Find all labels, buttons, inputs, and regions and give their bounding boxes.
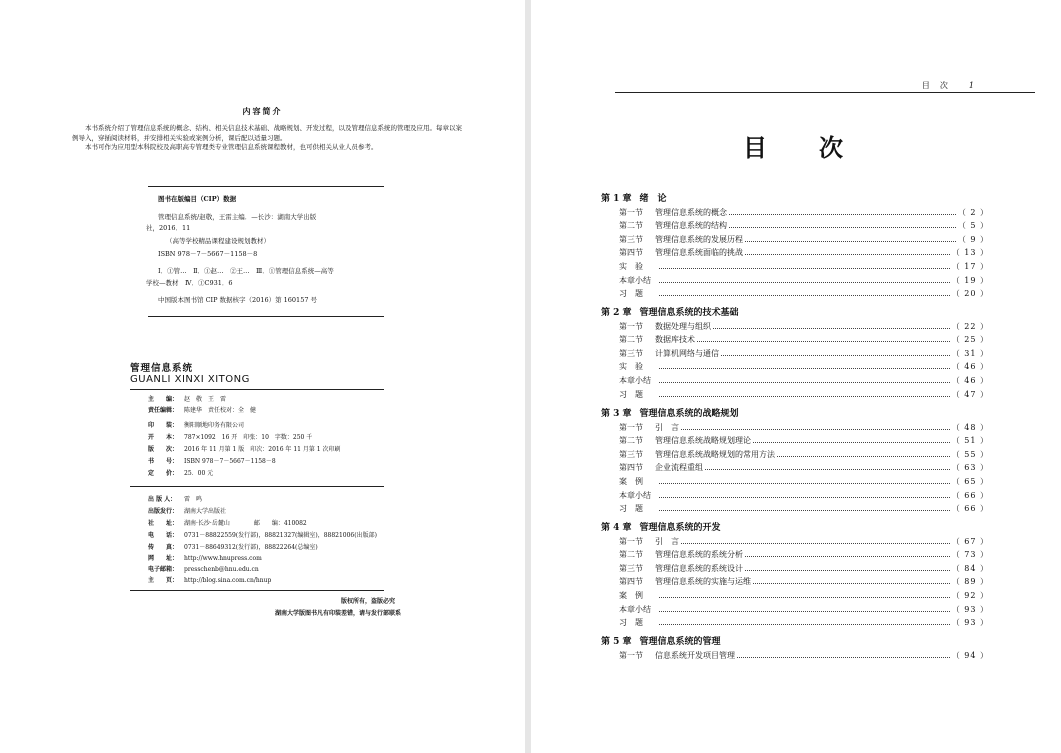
title-rule: [130, 389, 384, 390]
toc-entry-page: （ 13 ）: [951, 248, 989, 258]
toc-entry[interactable]: [619, 549, 989, 561]
toc-entry-section: 第二节: [619, 221, 643, 231]
toc-entry-page: （ 51 ）: [951, 436, 989, 446]
book-title: 管理信息系统: [130, 363, 194, 374]
toc-entry-page: （ 73 ）: [951, 550, 989, 560]
toc-leader-dots: [745, 570, 950, 571]
toc-entry-title: 管理信息系统战略规划的常用方法: [655, 449, 775, 459]
toc-leader-dots: [659, 624, 950, 625]
credit-isbn: 书 号： ISBN 978－7－5667－1158－8: [148, 458, 276, 465]
publisher-homepage: 主 页： http://blog.sina.com.cn/hnup: [148, 577, 272, 584]
toc-entry-section: 第二节: [619, 550, 643, 560]
publisher-email: 电子邮箱： presschenb@hnu.edu.cn: [148, 566, 259, 573]
toc-leader-dots: [721, 355, 950, 356]
toc-entry-page: （ 31 ）: [951, 348, 989, 358]
toc-entry-section: 案 例: [619, 476, 643, 486]
credit-editors: 主 编： 赵 敬 王 雷: [148, 396, 227, 403]
rights-notice: 版权所有，盗版必究: [340, 598, 395, 605]
cip-isbn: ISBN 978－7－5667－1158－8: [158, 250, 258, 258]
toc-entry-title: 管理信息系统面临的挑战: [655, 248, 743, 258]
toc-entry-title: 管理信息系统的系统设计: [655, 563, 743, 573]
toc-entry-section: 实 验: [619, 362, 643, 372]
toc-entry-page: （ 67 ）: [951, 536, 989, 546]
toc-entry-section: 本章小结: [619, 490, 651, 500]
toc-entry-section: 第一节: [619, 650, 643, 660]
toc-entry-section: 第三节: [619, 449, 643, 459]
toc-leader-dots: [745, 241, 956, 242]
cip-line: 学校—教材 Ⅳ．①C931．6: [146, 279, 233, 287]
cip-line: （高等学校精品课程建设规划教材）: [166, 237, 270, 245]
toc-entry[interactable]: [619, 604, 989, 616]
cip-number: 中国版本图书馆 CIP 数据核字（2016）第 160157 号: [158, 296, 318, 304]
running-head: 目 次 1: [921, 81, 975, 90]
toc-entry[interactable]: [619, 261, 989, 273]
quality-notice: 湖南大学版图书凡有印装差错，请与发行部联系: [274, 610, 401, 617]
credit-responsible-editor: 责任编辑： 陈建华 责任校对：全 健: [148, 407, 257, 414]
table-of-contents-page: [531, 0, 1061, 753]
toc-leader-dots: [659, 268, 950, 269]
toc-entry-page: （ 20 ）: [951, 289, 989, 299]
toc-leader-dots: [659, 282, 950, 283]
toc-entry-page: （ 9 ）: [957, 234, 989, 244]
toc-leader-dots: [737, 657, 950, 658]
toc-entry-title: 管理信息系统的概念: [655, 207, 727, 217]
toc-leader-dots: [659, 382, 950, 383]
toc-entry[interactable]: [619, 536, 989, 548]
toc-entry-title: 管理信息系统的系统分析: [655, 550, 743, 560]
toc-entry-section: 第三节: [619, 234, 643, 244]
cip-line: Ⅰ．①管… Ⅱ．①赵… ②王… Ⅲ．①管理信息系统—高等: [158, 267, 334, 275]
toc-entry[interactable]: [619, 247, 989, 259]
toc-leader-dots: [659, 483, 950, 484]
toc-entry-section: 第三节: [619, 563, 643, 573]
toc-entry-section: 第四节: [619, 248, 643, 258]
toc-entry-page: （ 84 ）: [951, 563, 989, 573]
cip-header: 图书在版编目（CIP）数据: [158, 195, 237, 203]
toc-entry-section: 本章小结: [619, 275, 651, 285]
toc-leader-dots: [753, 442, 950, 443]
credit-price: 定 价： 25．00 元: [148, 470, 214, 477]
toc-title: 目 次: [743, 133, 857, 162]
toc-entry-section: 第一节: [619, 536, 643, 546]
toc-entry-title: 企业流程重组: [655, 463, 703, 473]
chapter-heading[interactable]: 第 3 章 管理信息系统的战略规划: [601, 409, 739, 419]
toc-entry-title: 管理信息系统战略规划理论: [655, 436, 751, 446]
credits-rule: [130, 486, 384, 487]
toc-entry-page: （ 17 ）: [951, 261, 989, 271]
copyright-page: [0, 0, 525, 753]
toc-entry-page: （ 48 ）: [951, 422, 989, 432]
toc-entry-title: 计算机网络与通信: [655, 348, 719, 358]
toc-entry-section: 第一节: [619, 321, 643, 331]
toc-entry[interactable]: [619, 389, 989, 401]
toc-leader-dots: [729, 227, 956, 228]
toc-entry[interactable]: [619, 462, 989, 474]
toc-leader-dots: [713, 328, 950, 329]
publisher-issuer: 出版发行： 湖南大学出版社: [148, 508, 227, 515]
toc-entry[interactable]: [619, 207, 989, 219]
toc-entry[interactable]: [619, 234, 989, 246]
toc-leader-dots: [729, 214, 956, 215]
toc-entry-title: 信息系统开发项目管理: [655, 650, 735, 660]
publisher-rule: [130, 590, 384, 591]
toc-entry-section: 第四节: [619, 463, 643, 473]
cip-line: 社，2016．11: [146, 224, 191, 232]
toc-leader-dots: [745, 254, 950, 255]
credit-edition: 版 次： 2016 年 11 月第 1 版 印次：2016 年 11 月第 1 次印刷: [148, 446, 341, 453]
publisher-fax: 传 真： 0731－88649312(发行部)，88822264(总编室): [148, 544, 318, 551]
intro-title: 内容简介: [242, 106, 283, 116]
toc-leader-dots: [659, 368, 950, 369]
publisher-person: 出 版 人： 雷 鸣: [148, 496, 203, 503]
toc-entry-section: 习 题: [619, 389, 643, 399]
toc-entry-page: （ 46 ）: [951, 375, 989, 385]
toc-entry[interactable]: [619, 375, 989, 387]
toc-entry-page: （ 22 ）: [951, 321, 989, 331]
chapter-heading[interactable]: 第 4 章 管理信息系统的开发: [601, 523, 721, 533]
toc-leader-dots: [745, 556, 950, 557]
toc-entry[interactable]: [619, 321, 989, 333]
toc-entry-page: （ 47 ）: [951, 389, 989, 399]
cip-line: 管理信息系统/赵敬，王雷主编．—长沙：湖南大学出版: [158, 213, 317, 221]
toc-entry-section: 习 题: [619, 289, 643, 299]
toc-entry[interactable]: [619, 490, 989, 502]
toc-entry-page: （ 19 ）: [951, 275, 989, 285]
toc-entry[interactable]: [619, 476, 989, 488]
toc-entry-page: （ 66 ）: [951, 504, 989, 514]
toc-entry-page: （ 55 ）: [951, 449, 989, 459]
toc-leader-dots: [659, 611, 950, 612]
intro-paragraph: 本书系统介绍了管理信息系统的概念、结构、相关信息技术基础、战略规划、开发过程，以及管理信息系统的管理及应用。每章以案例导入，穿插阅读材料，并安排相关实验或案例分析，课后配以适量习题。: [72, 124, 462, 142]
toc-entry-page: （ 63 ）: [951, 463, 989, 473]
toc-entry[interactable]: [619, 650, 989, 662]
toc-entry-section: 案 例: [619, 590, 643, 600]
toc-entry-section: 习 题: [619, 618, 643, 628]
toc-entry-page: （ 93 ）: [951, 618, 989, 628]
header-rule: [615, 92, 1035, 93]
publisher-address: 社 址： 湖南·长沙·岳麓山 邮 编：410082: [148, 520, 307, 527]
toc-entry[interactable]: [619, 449, 989, 461]
intro-text: [72, 124, 462, 153]
toc-entry-section: 第一节: [619, 207, 643, 217]
credit-format: 开 本： 787×1092 16 开 印张：10 字数：250 千: [148, 434, 313, 441]
toc-entry[interactable]: [619, 220, 989, 232]
toc-entry-section: 本章小结: [619, 604, 651, 614]
toc-entry-section: 第二节: [619, 436, 643, 446]
toc-entry-page: （ 93 ）: [951, 604, 989, 614]
toc-entry[interactable]: [619, 435, 989, 447]
toc-entry-section: 实 验: [619, 261, 643, 271]
toc-entry-page: （ 65 ）: [951, 476, 989, 486]
toc-entry-section: 第二节: [619, 335, 643, 345]
toc-entry-page: （ 94 ）: [951, 650, 989, 660]
toc-leader-dots: [681, 543, 950, 544]
toc-leader-dots: [777, 456, 950, 457]
toc-entry[interactable]: [619, 503, 989, 515]
toc-leader-dots: [697, 341, 950, 342]
toc-entry-section: 第三节: [619, 348, 643, 358]
cip-bottom-rule: [148, 316, 384, 317]
toc-entry-title: 管理信息系统的实施与运维: [655, 577, 751, 587]
toc-entry-page: （ 25 ）: [951, 335, 989, 345]
cip-top-rule: [148, 186, 384, 187]
toc-entry-section: 第一节: [619, 422, 643, 432]
toc-entry-page: （ 92 ）: [951, 590, 989, 600]
toc-leader-dots: [705, 469, 950, 470]
toc-leader-dots: [753, 583, 950, 584]
toc-entry-title: 引 言: [655, 422, 679, 432]
publisher-website: 网 址： http://www.hnupress.com: [148, 555, 262, 562]
toc-entry-title: 管理信息系统的发展历程: [655, 234, 743, 244]
chapter-heading[interactable]: 第 1 章 绪 论: [601, 194, 667, 204]
toc-entry-section: 习 题: [619, 504, 643, 514]
toc-entry-page: （ 2 ）: [957, 207, 989, 217]
toc-entry-page: （ 46 ）: [951, 362, 989, 372]
toc-leader-dots: [659, 497, 950, 498]
toc-entry[interactable]: [619, 576, 989, 588]
toc-entry-title: 管理信息系统的结构: [655, 221, 727, 231]
toc-entry[interactable]: [619, 275, 989, 287]
toc-entry[interactable]: [619, 361, 989, 373]
toc-leader-dots: [681, 429, 950, 430]
chapter-heading[interactable]: 第 2 章 管理信息系统的技术基础: [601, 308, 739, 318]
page-number: 1: [968, 81, 975, 90]
book-pinyin: GUANLI XINXI XITONG: [130, 374, 250, 385]
intro-paragraph: 本书可作为应用型本科院校及高职高专管理类专业管理信息系统课程教材，也可供相关从业人员参考。: [85, 143, 378, 151]
toc-leader-dots: [659, 510, 950, 511]
toc-entry-title: 引 言: [655, 536, 679, 546]
toc-entry-page: （ 5 ）: [957, 221, 989, 231]
toc-entry-page: （ 89 ）: [951, 577, 989, 587]
toc-entry-section: 第四节: [619, 577, 643, 587]
toc-entry[interactable]: [619, 422, 989, 434]
toc-entry[interactable]: [619, 617, 989, 629]
credit-printer: 印 装： 衡阳顺地印务有限公司: [148, 422, 245, 429]
toc-leader-dots: [659, 295, 950, 296]
toc-leader-dots: [659, 396, 950, 397]
toc-entry-section: 本章小结: [619, 375, 651, 385]
toc-entry[interactable]: [619, 590, 989, 602]
toc-entry[interactable]: [619, 334, 989, 346]
toc-leader-dots: [659, 597, 950, 598]
publisher-phone: 电 话： 0731－88822559(发行部)，88821327(编辑室)，88821006(出版部): [148, 532, 377, 539]
toc-entry[interactable]: [619, 563, 989, 575]
chapter-heading[interactable]: 第 5 章 管理信息系统的管理: [601, 637, 721, 647]
toc-entry-page: （ 66 ）: [951, 490, 989, 500]
toc-entry-title: 数据库技术: [655, 335, 695, 345]
toc-entry-title: 数据处理与组织: [655, 321, 711, 331]
toc-entry[interactable]: [619, 348, 989, 360]
toc-entry[interactable]: [619, 288, 989, 300]
